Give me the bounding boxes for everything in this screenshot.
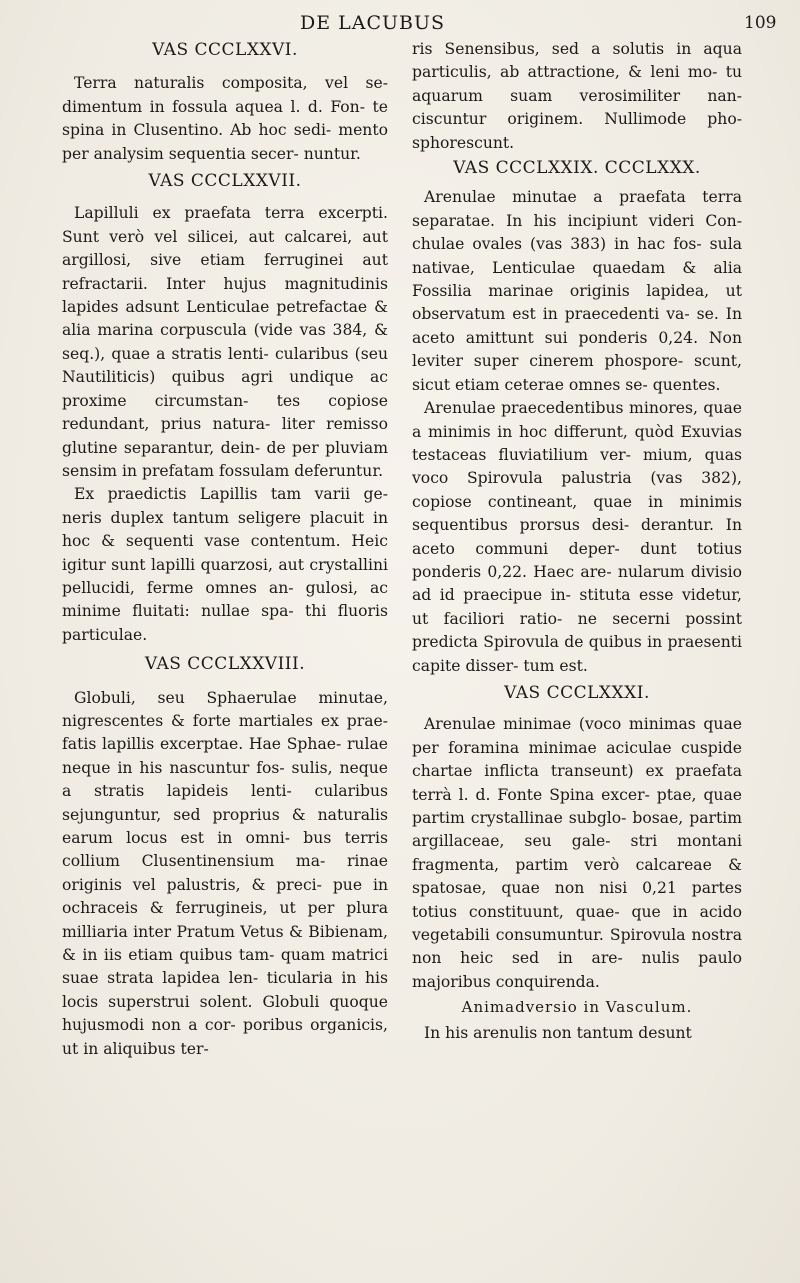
paragraph: Lapilluli ex praefata terra excerpti. Sunt verò vel silicei, aut calcarei, aut argillosi, sive etiam ferruginei aut refractarii. Inter hujus magnitudinis lapides adsunt Lenticulae petrefactae & alia marina corpuscula (vide vas 384, & seq.), quae a stratis lenti- cularibus (seu Nautiliticis) quibus agri undique ac proxime circumstan- tes copiose redundant, prius natura- liter remisso glutine separantur, dein- de per pluviam sensim in prefatam fossulam deferuntur. (62, 204, 388, 480)
section-heading-vas-381: VAS CCCLXXXI. (504, 682, 650, 703)
paragraph: Arenulae praecedentibus minores, quae a minimis in hoc differunt, quòd Exuvias testaceas fluviatilium ver- mium, quas voco Spirovula palustria (vas 382), copiose contineant, quae in minimis sequentibus prorsus desi- derantur. In aceto communi deper- dunt totius ponderis 0,22. Haec are- nularum divisio ad id praecipue in- stituta esse videtur, ut faciliori ratio- ne secerni possint predicta Spirovula de quibus in praesenti capite disser- tum est. (412, 399, 742, 675)
paragraph: Arenulae minimae (voco minimas quae per foramina minimae aciculae cuspide chartae inflicta transeunt) ex praefata terrà l. d. Fonte Spina excer- ptae, quae partim crystallinae subglo- bosae, partim argillaceae, seu gale- stri montani fragmenta, partim verò calcareae & spatosae, quae non nisi 0,21 partes totius constituunt, quae- que in acido vegetabili consumuntur. Spirovula nostra non heic sed in are- nulis paulo majoribus conquirenda. (412, 715, 742, 991)
paragraph: Terra naturalis composita, vel se- dimentum in fossula aquea l. d. Fon- te spina in Clusentino. Ab hoc sedi- mento per analysim sequentia secer- nuntur. (62, 74, 388, 163)
paragraph: Ex praedictis Lapillis tam varii ge- neris duplex tantum seligere placuit in hoc & sequenti vase contentum. Heic igitur sunt lapilli quarzosi, aut crystallini pellucidi, ferme omnes an- gulosi, ac minime fluitati: nullae spa- thi fluoris particulae. (62, 485, 388, 644)
page-number: 109 (744, 13, 777, 33)
running-head (0, 12, 800, 38)
section-heading-vas-376: VAS CCCLXXVI. (152, 40, 298, 60)
section-heading-vas-378: VAS CCCLXXVIII. (144, 654, 306, 675)
paragraph: ris Senensibus, sed a solutis in aqua particulis, ab attractione, & leni mo- tu aquarum suam verosimiliter nan- ciscuntur originem. Nullimode pho- sphorescunt. (412, 40, 742, 152)
section-heading-vas-379-380: VAS CCCLXXIX. CCCLXXX. (453, 158, 701, 179)
section-heading-vas-377: VAS CCCLXXVII. (148, 171, 302, 192)
paragraph: In his arenulis non tantum desunt (424, 1023, 692, 1042)
right-column (412, 38, 742, 1045)
left-column (62, 38, 388, 1061)
paragraph: Globuli, seu Sphaerulae minutae, nigrescentes & forte martiales ex prae- fatis lapillis excerptae. Hae Sphae- rulae neque in his nascuntur fos- sulis, neque a stratis lapideis lenti- cularibus sejunguntur, sed proprius & naturalis earum locus est in omni- bus terris collium Clusentinensium ma- rinae originis vel palustris, & preci- pue in ochraceis & ferrugineis, ut per plura milliaria inter Pratum Vetus & Bibienam, & in iis etiam quibus tam- quam matrici suae strata lapidea len- ticularia in his locis superstrui solent. Globuli quoque hujusmodi non a cor- poribus organicis, ut in aliquibus ter- (62, 688, 388, 1058)
animadversio-heading: Animadversio in Vasculum. (461, 998, 693, 1017)
running-head-title: DE LACUBUS (300, 12, 446, 34)
paragraph: Arenulae minutae a praefata terra separatae. In his incipiunt videri Con- chulae ovales (vas 383) in hac fos- sula nativae, Lenticulae quaedam & alia Fossilia marinae originis lapidea, ut observatum est in praecedenti va- se. In aceto amittunt sui ponderis 0,24. Non leviter super cinerem phospore- scunt, sicut etiam ceterae omnes se- quentes. (412, 188, 742, 394)
